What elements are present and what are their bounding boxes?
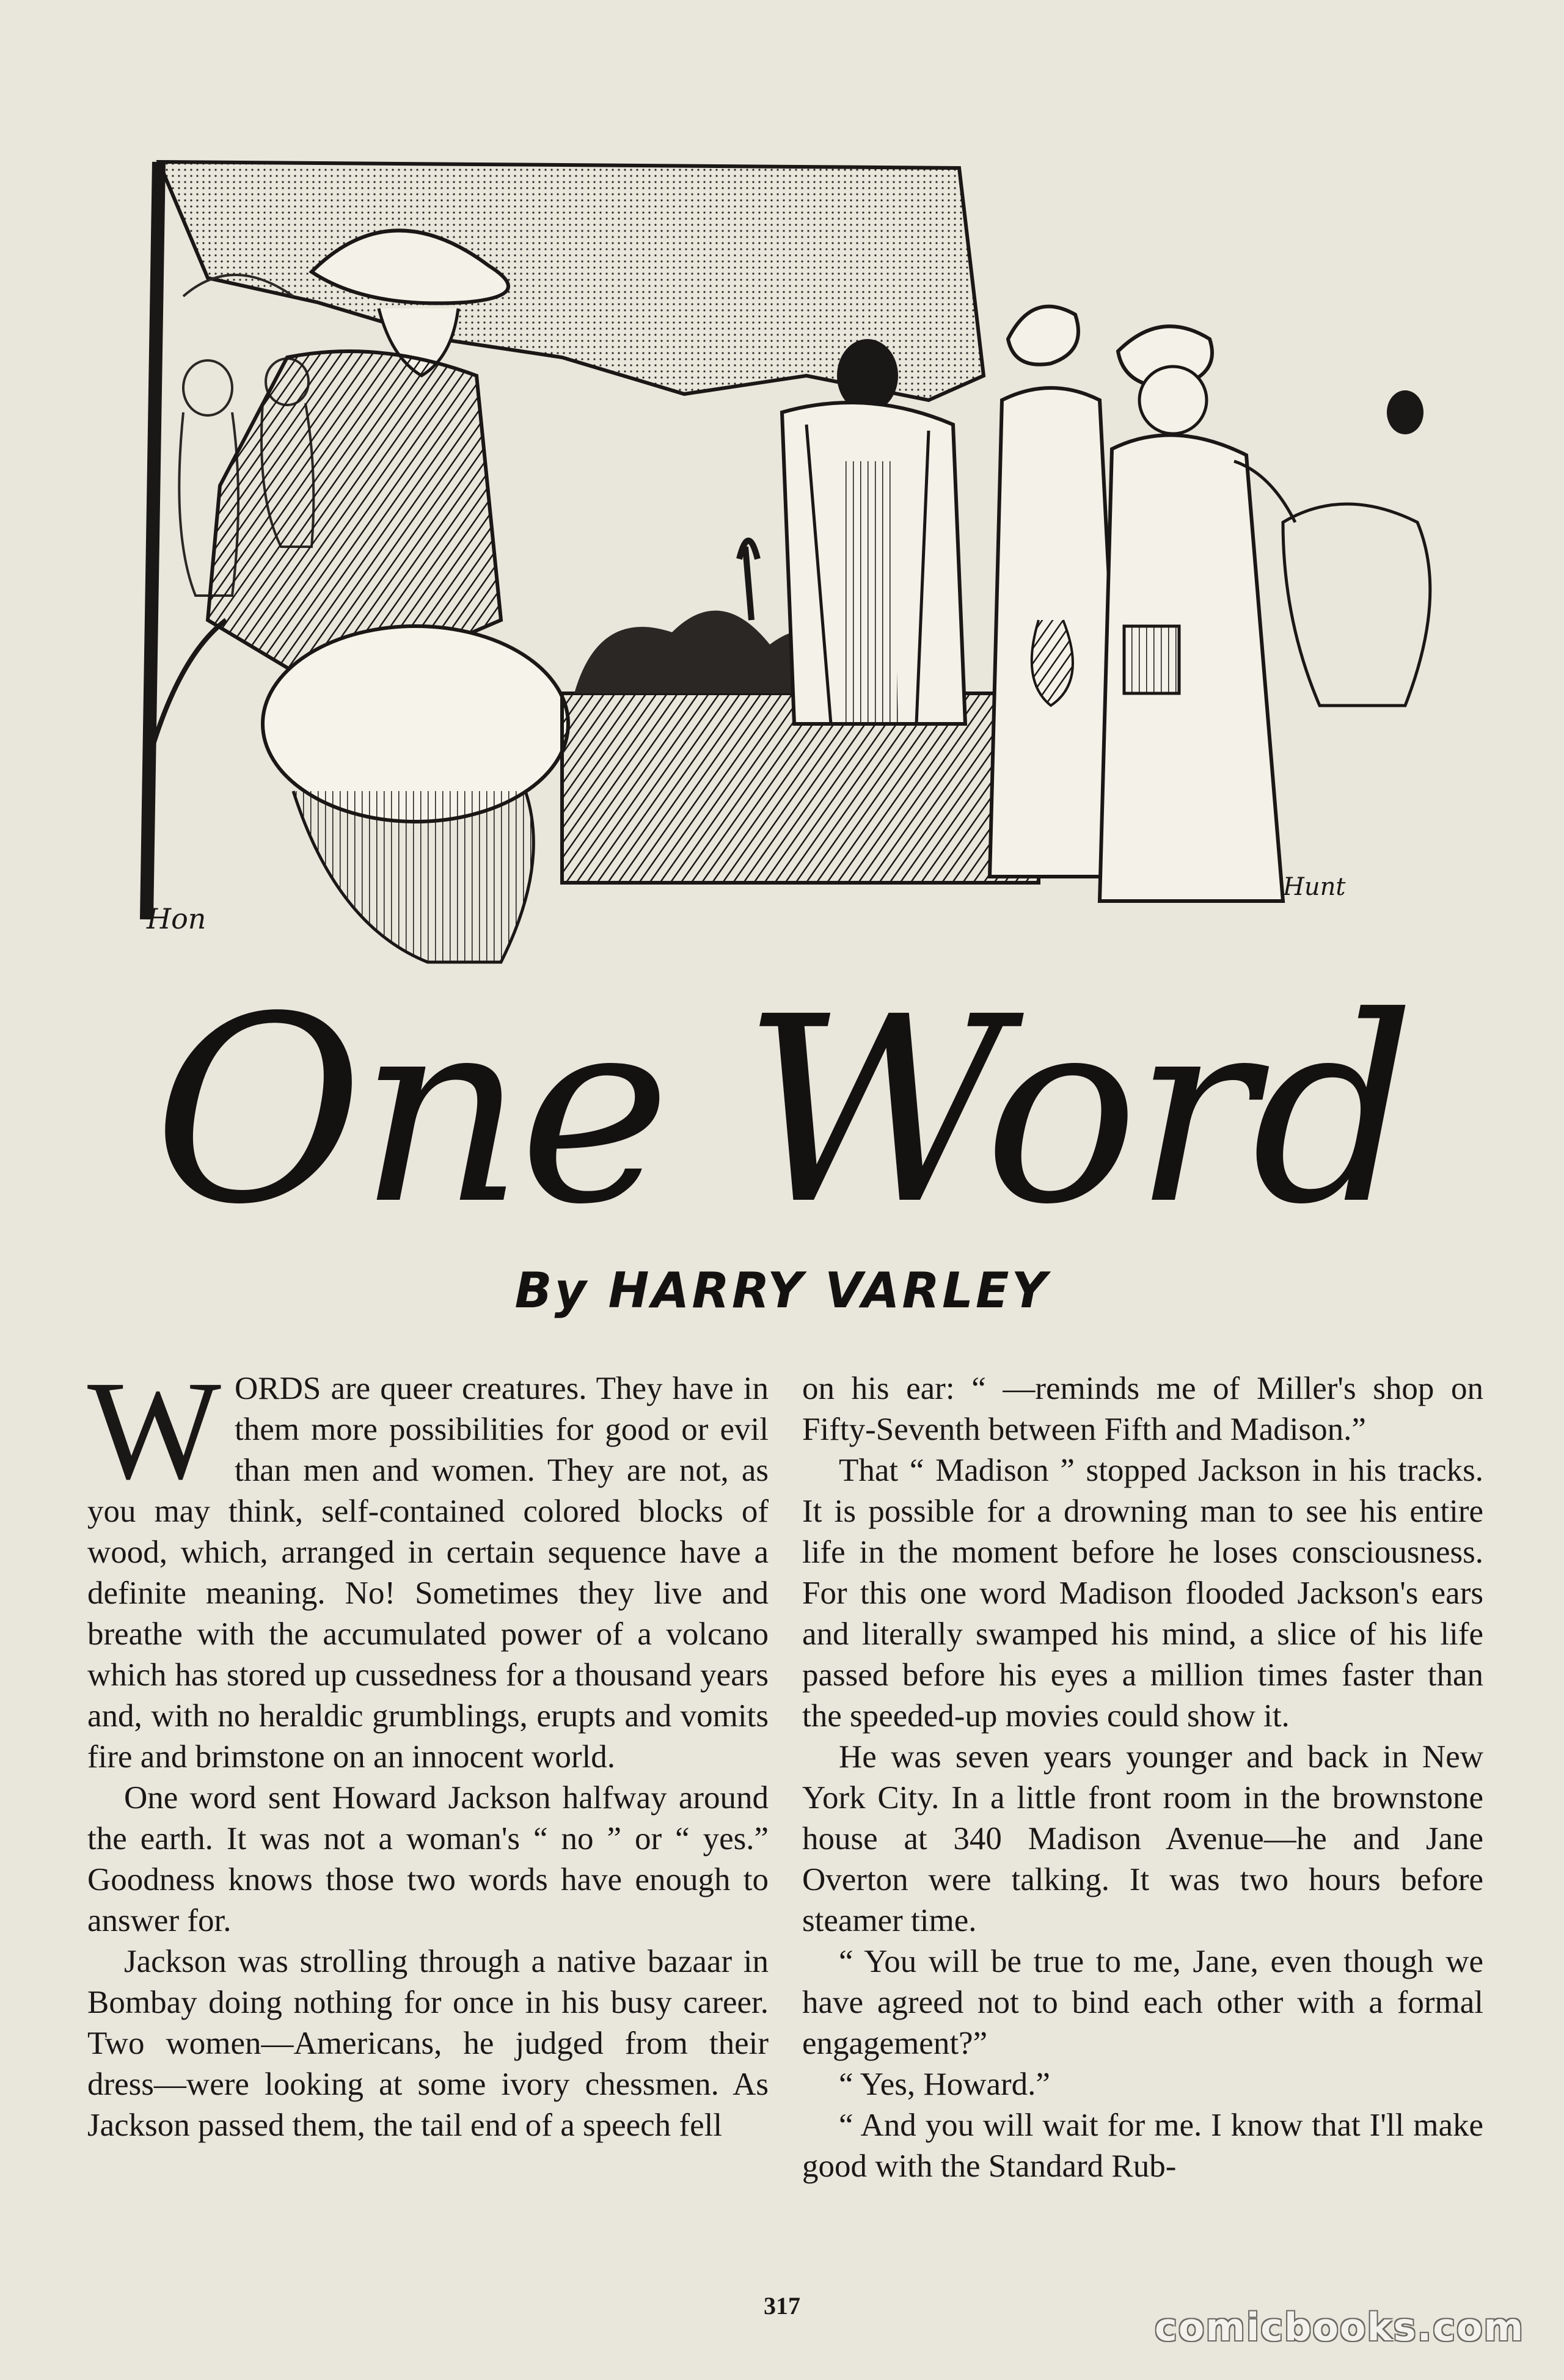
paragraph: “ Yes, Howard.” <box>839 2067 1050 2102</box>
paragraph: “ You will be true to me, Jane, even though we have agreed not to bind each other with a formal engagement?” <box>802 1944 1483 2061</box>
paragraph: Jackson was strolling through a native bazaar in Bombay doing nothing for once in his busy career. Two women—Americans, he judged from their dress—were looking at some ivory chessmen. As Jackson passed them, the tail end of a speech fell <box>87 1944 769 2143</box>
byline: By HARRY VARLEY <box>514 1262 1050 1319</box>
page-number: 317 <box>764 2292 800 2320</box>
text-column-left <box>87 1368 769 2285</box>
illustrator-signature-left: Hon <box>147 902 206 935</box>
paragraph: “ And you will wait for me. I know that I'll make good with the Standard Rub- <box>802 2108 1483 2184</box>
bazaar-scene-illustration <box>134 156 1454 968</box>
paragraph: He was seven years younger and back in New York City. In a little front room in the brownstone house at 340 Madison Avenue—he and Jane Overton were talking. It was two hours before steamer time. <box>802 1739 1483 1938</box>
watermark: comicbooks.com <box>1155 2305 1525 2349</box>
paragraph: on his ear: “ —reminds me of Miller's shop on Fifty-Seventh between Fifth and Madison.” <box>802 1371 1483 1447</box>
story-title: One Word <box>153 962 1411 1261</box>
paragraph: WORDS are queer creatures. They have in them more possibilities for good or evil than men and women. They are not, as you may think, self-contained colored blocks of wood, which, arranged in certain sequence have a definite meaning. No! Sometimes they live and breathe with the accumulated power of a volcano which has stored up cussedness for a thousand years and, with no heraldic grumblings, erupts and vomits fire and brimstone on an innocent world. <box>87 1368 769 1775</box>
drop-cap: W <box>87 1368 221 1509</box>
paragraph: That “ Madison ” stopped Jackson in his tracks. It is possible for a drowning man to see his entire life in the moment before he loses consciousness. For this one word Madison flooded Jackson's ears and literally swamped his mind, a slice of his life passed before his eyes a million times faster than the speeded-up movies could show it. <box>802 1453 1483 1734</box>
paragraph: One word sent Howard Jackson halfway around the earth. It was not a woman's “ no ” or “ yes.” Goodness knows those two words have enough to answer for. <box>87 1780 769 1938</box>
text-column-right <box>802 1368 1483 2285</box>
illustrator-signature-right: Hunt <box>1283 873 1346 901</box>
